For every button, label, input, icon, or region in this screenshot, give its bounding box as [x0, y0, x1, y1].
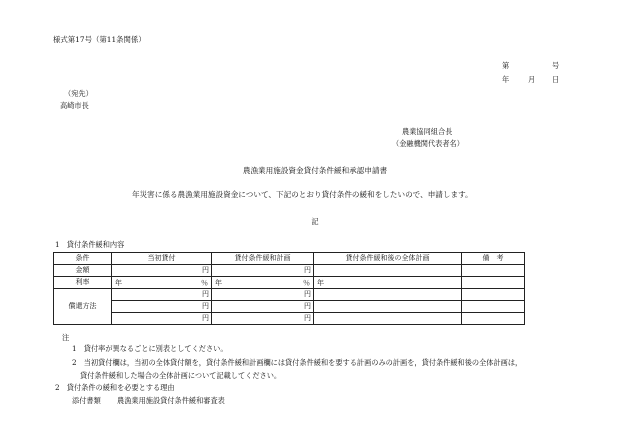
row-label-amount: 金額	[54, 265, 112, 277]
year-unit: 年	[215, 279, 222, 287]
request-statement: 年災害に係る農漁業用施設資金について、下記のとおり貸付条件の緩和をしたいので、申請します。	[132, 190, 473, 199]
rate-plan-cell[interactable]	[212, 277, 314, 289]
sender-representative: （金融機関代表者名）	[392, 139, 464, 148]
document-title: 農漁業用施設資金貸付条件緩和承認申請書	[242, 166, 388, 175]
repayment-initial-cell[interactable]	[112, 289, 212, 301]
yen-unit: 円	[304, 314, 311, 322]
yen-unit: 円	[202, 314, 209, 322]
repayment-overall-cell[interactable]	[314, 289, 462, 301]
addressee-name: 高崎市長	[60, 101, 89, 110]
header-relaxation-plan: 貸付条件緩和計画	[212, 253, 314, 265]
table-row-repayment-3	[54, 313, 525, 325]
addressee-label: （宛先）	[64, 89, 93, 98]
repayment-remarks-cell[interactable]	[462, 301, 525, 313]
notes-heading: 注	[62, 333, 70, 342]
note-2: 2 当初貸付欄は，当初の全体貸付額を，貸付条件緩和計画欄には貸付条件緩和を要する計画のみの計画を，貸付条件緩和後の全体計画は，	[72, 358, 523, 367]
year-unit: 年	[115, 279, 122, 287]
number-prefix: 第	[502, 61, 510, 70]
amount-remarks-cell[interactable]	[462, 265, 525, 277]
repayment-initial-cell[interactable]	[112, 313, 212, 325]
date-month-label: 月	[528, 75, 536, 84]
section2-heading: 2 貸付条件の緩和を必要とする理由	[55, 383, 175, 392]
header-overall-plan: 貸付条件緩和後の全体計画	[314, 253, 462, 265]
repayment-initial-cell[interactable]	[112, 301, 212, 313]
row-label-repayment: 償還方法	[54, 289, 112, 325]
rate-initial-cell[interactable]	[112, 277, 212, 289]
form-number: 様式第17号（第11条関係）	[53, 35, 146, 44]
yen-unit: 円	[304, 302, 311, 310]
yen-unit: 円	[202, 266, 209, 274]
repayment-plan-cell[interactable]	[212, 313, 314, 325]
yen-unit: 円	[304, 290, 311, 298]
number-suffix: 号	[552, 61, 560, 70]
table-row-rate	[54, 277, 525, 289]
ki-heading: 記	[311, 217, 319, 226]
percent-unit: ％	[201, 279, 208, 287]
amount-plan-cell[interactable]	[212, 265, 314, 277]
date-day-label: 日	[552, 75, 560, 84]
year-unit: 年	[317, 279, 324, 287]
date-year-label: 年	[502, 75, 510, 84]
header-remarks: 備 考	[462, 253, 525, 265]
amount-initial-cell[interactable]	[112, 265, 212, 277]
repayment-remarks-cell[interactable]	[462, 313, 525, 325]
repayment-overall-cell[interactable]	[314, 301, 462, 313]
attachment-label: 添付書類	[72, 396, 101, 405]
table-header-row	[54, 253, 525, 265]
conditions-table	[53, 252, 525, 325]
header-condition: 条件	[54, 253, 112, 265]
repayment-remarks-cell[interactable]	[462, 289, 525, 301]
rate-overall-cell[interactable]	[314, 277, 462, 289]
note-2-continued: 貸付条件緩和した場合の全体計画について記載してください。	[80, 371, 282, 380]
amount-overall-cell[interactable]	[314, 265, 462, 277]
repayment-plan-cell[interactable]	[212, 289, 314, 301]
yen-unit: 円	[304, 266, 311, 274]
repayment-plan-cell[interactable]	[212, 301, 314, 313]
yen-unit: 円	[202, 302, 209, 310]
percent-unit: ％	[303, 279, 310, 287]
note-1: 1 貸付率が異なるごとに別表としてください。	[72, 344, 228, 353]
table-row-repayment-1	[54, 289, 525, 301]
table-row-amount	[54, 265, 525, 277]
attachment-value: 農漁業用施設貸付条件緩和審査表	[117, 396, 225, 405]
table-row-repayment-2	[54, 301, 525, 313]
section1-heading: 1 貸付条件緩和内容	[55, 240, 125, 249]
repayment-overall-cell[interactable]	[314, 313, 462, 325]
header-initial-loan: 当初貸付	[112, 253, 212, 265]
yen-unit: 円	[202, 290, 209, 298]
rate-remarks-cell[interactable]	[462, 277, 525, 289]
sender-title: 農業協同組合長	[402, 127, 453, 136]
row-label-rate: 利率	[54, 277, 112, 289]
